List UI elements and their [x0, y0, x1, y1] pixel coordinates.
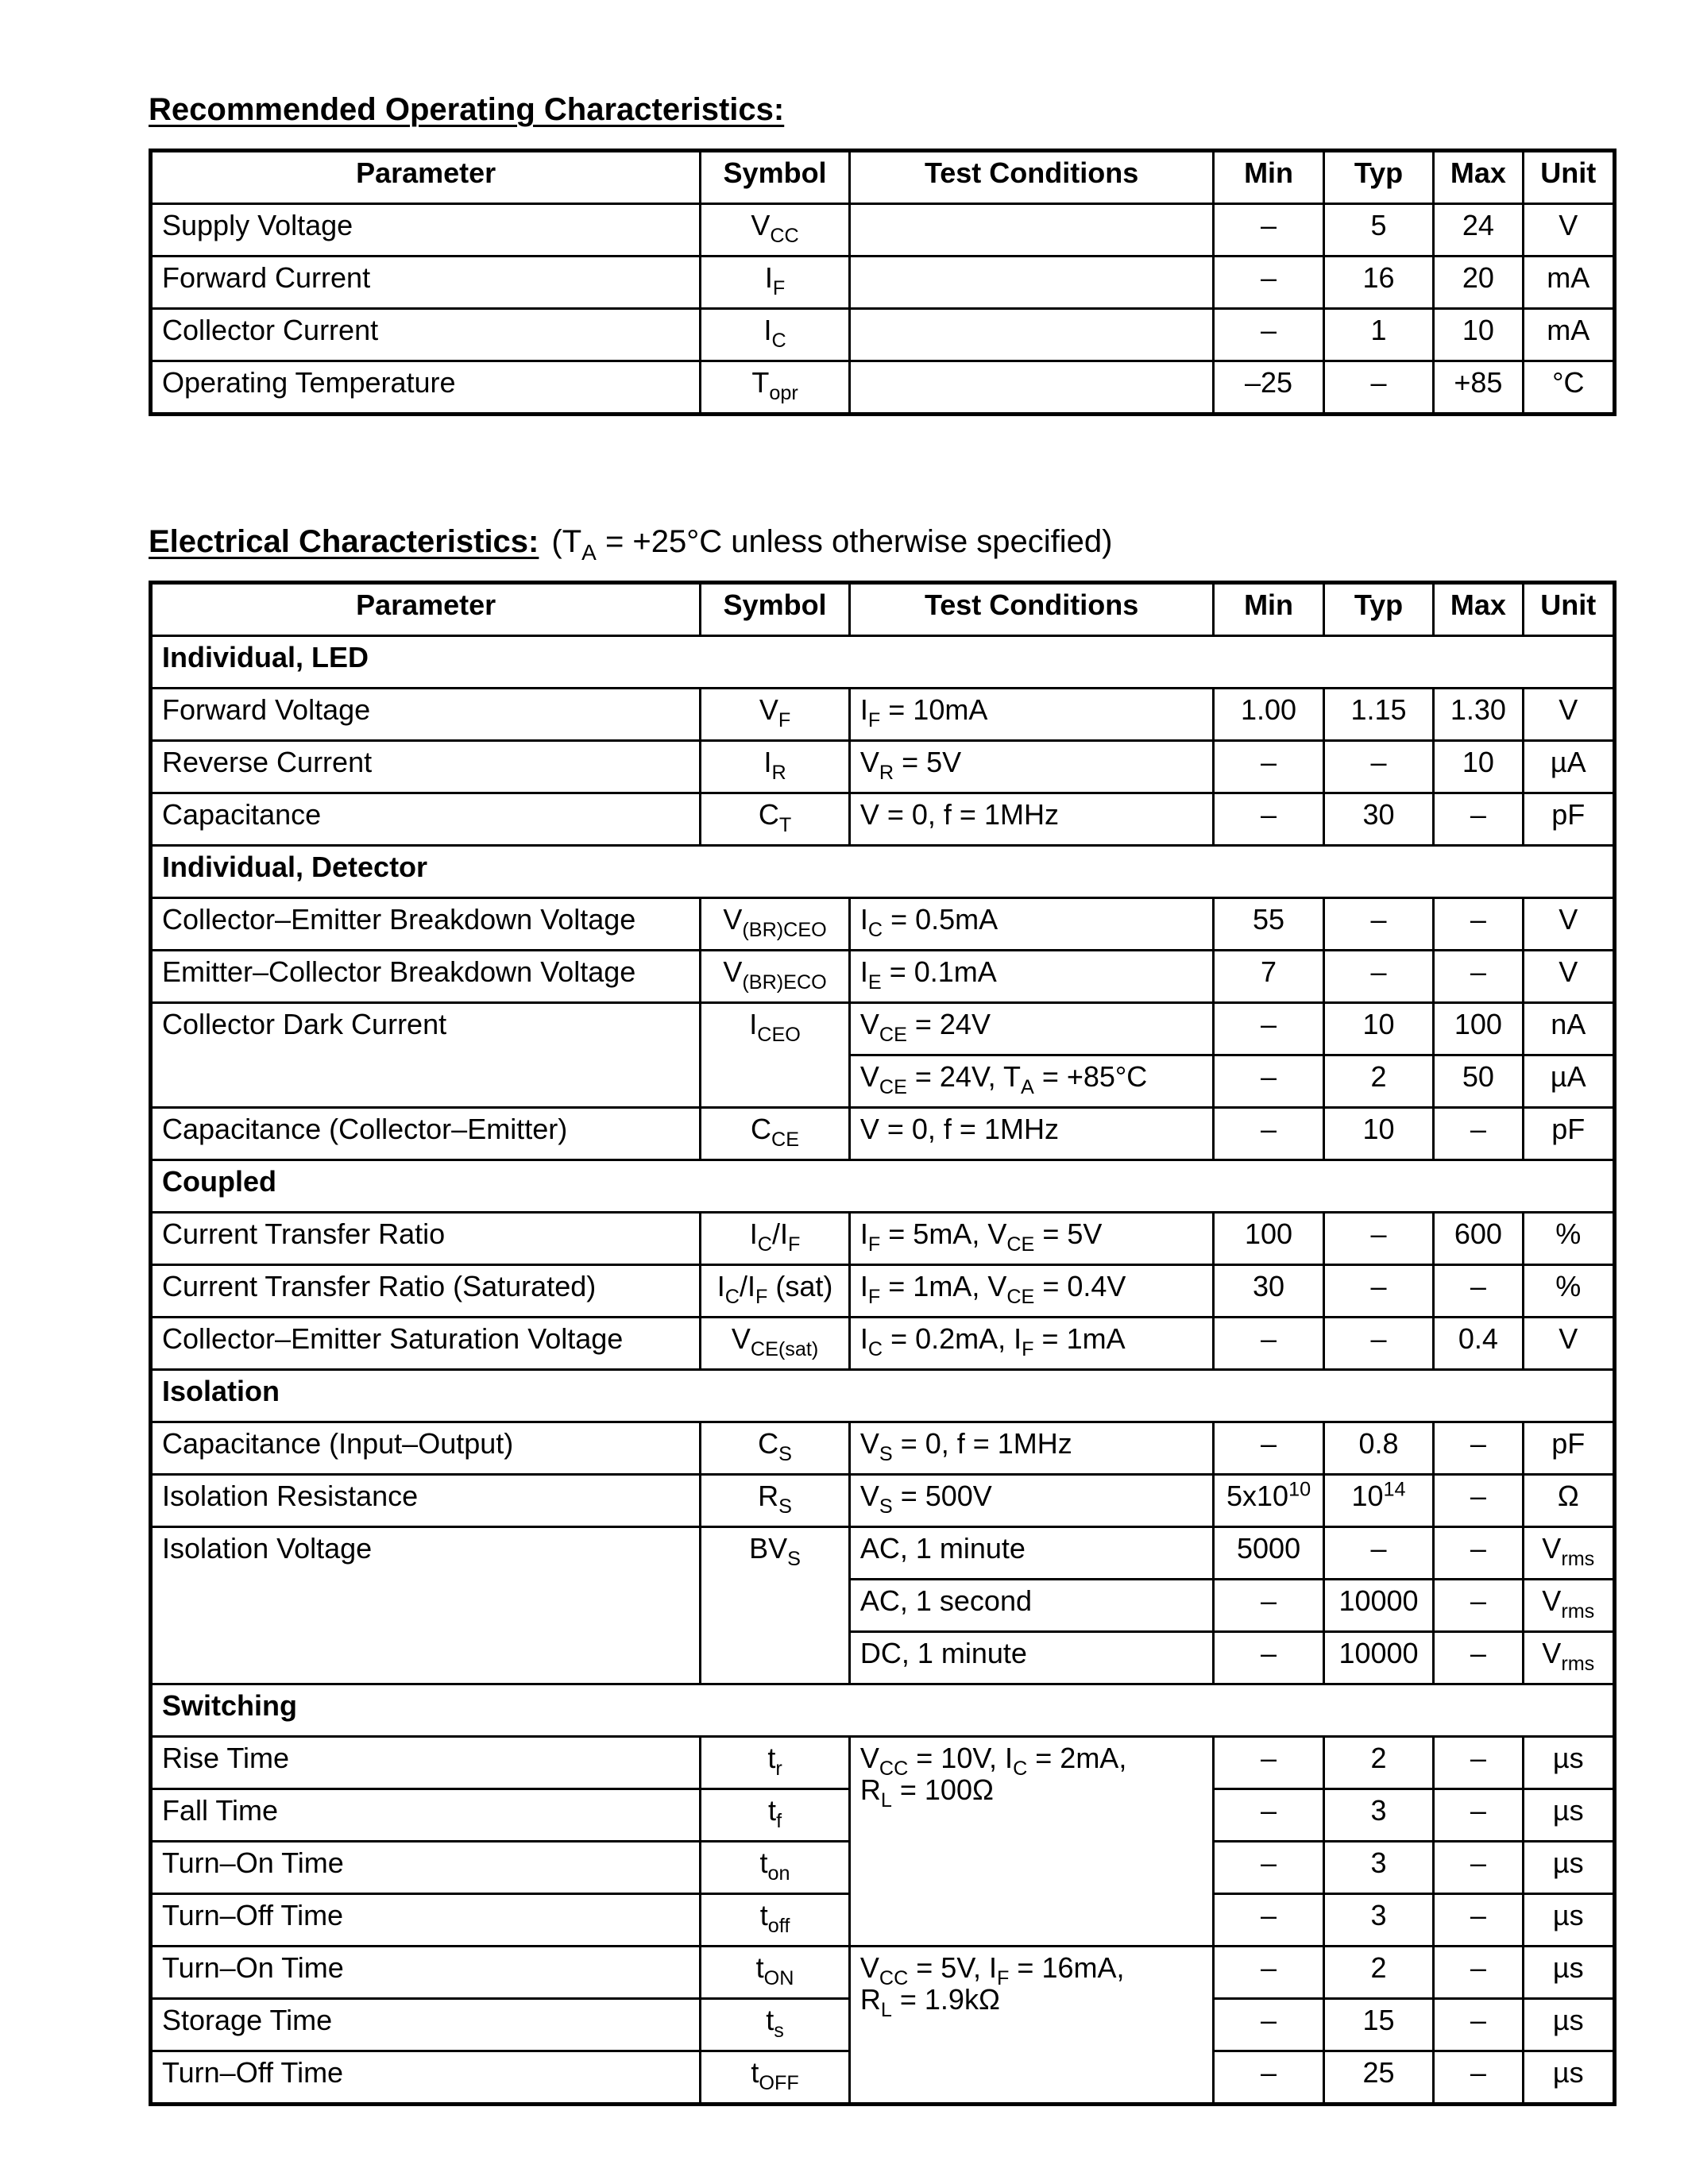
cond-cell — [849, 257, 1213, 309]
symbol-cell: $t_{ON}$ — [701, 1947, 850, 1999]
min-cell: – — [1214, 1947, 1323, 1999]
max-cell: 50 — [1434, 1055, 1523, 1108]
param-cell: Capacitance (Collector–Emitter) — [151, 1108, 701, 1160]
max-cell: 24 — [1434, 204, 1523, 257]
typ-cell: 2 — [1323, 1055, 1433, 1108]
symbol-cell: $V_F$ — [701, 689, 850, 741]
table-row — [151, 1737, 1615, 1789]
param-cell: Rise Time — [151, 1737, 701, 1789]
col-header: Max — [1434, 151, 1523, 204]
unit-cell: pF — [1523, 1108, 1614, 1160]
typ-cell: 5 — [1323, 204, 1433, 257]
typ-cell: 3 — [1323, 1789, 1433, 1842]
section-row — [151, 1160, 1615, 1213]
table-header-row — [151, 151, 1615, 204]
typ-cell: $10^{14}$ — [1323, 1475, 1433, 1527]
max-cell: 600 — [1434, 1213, 1523, 1265]
min-cell: – — [1214, 1003, 1323, 1055]
min-cell: – — [1214, 1999, 1323, 2051]
unit-cell: µs — [1523, 1842, 1614, 1894]
unit-cell: mA — [1523, 309, 1614, 361]
recommended-title: Recommended Operating Characteristics: — [149, 92, 785, 127]
cond-cell: $V_{CC} = 10V$, $I_C = 2mA$, $R_L = 100\Omega$ — [849, 1737, 1213, 1947]
max-cell: 20 — [1434, 257, 1523, 309]
unit-cell: V — [1523, 898, 1614, 951]
symbol-cell: $C_{CE}$ — [701, 1108, 850, 1160]
unit-cell: mA — [1523, 257, 1614, 309]
max-cell: 10 — [1434, 309, 1523, 361]
param-cell: Turn–Off Time — [151, 1894, 701, 1947]
typ-cell: 0.8 — [1323, 1422, 1433, 1475]
unit-cell: µs — [1523, 1737, 1614, 1789]
unit-cell: V — [1523, 1318, 1614, 1370]
min-cell: – — [1214, 1422, 1323, 1475]
max-cell: – — [1434, 1108, 1523, 1160]
typ-cell: – — [1323, 741, 1433, 793]
typ-cell: 1 — [1323, 309, 1433, 361]
max-cell: 1.30 — [1434, 689, 1523, 741]
cond-cell: DC, 1 minute — [849, 1632, 1213, 1684]
param-cell: Isolation Voltage — [151, 1527, 701, 1684]
typ-cell: – — [1323, 1527, 1433, 1580]
min-cell: 55 — [1214, 898, 1323, 951]
param-cell: Turn–Off Time — [151, 2051, 701, 2105]
min-cell: – — [1214, 2051, 1323, 2105]
min-cell: – — [1214, 793, 1323, 846]
typ-cell: – — [1323, 898, 1433, 951]
symbol-cell: $V_{(BR)ECO}$ — [701, 951, 850, 1003]
section-label: Individual, LED — [151, 636, 1615, 689]
electrical-title: Electrical Characteristics: — [149, 524, 539, 559]
min-cell: – — [1214, 1318, 1323, 1370]
param-cell: Current Transfer Ratio — [151, 1213, 701, 1265]
param-cell: Operating Temperature — [151, 361, 701, 415]
min-cell: 30 — [1214, 1265, 1323, 1318]
table-row — [151, 1265, 1615, 1318]
unit-cell: pF — [1523, 793, 1614, 846]
electrical-note: ($T_A = +25^\circ C$ unless otherwise specified) — [551, 524, 1113, 565]
recommended-table — [149, 149, 1617, 416]
max-cell: – — [1434, 1265, 1523, 1318]
symbol-cell: $R_S$ — [701, 1475, 850, 1527]
min-cell: – — [1214, 1108, 1323, 1160]
unit-cell: µs — [1523, 1789, 1614, 1842]
col-header: Parameter — [151, 151, 701, 204]
cond-cell: $I_C = 0.2mA$, $I_F = 1mA$ — [849, 1318, 1213, 1370]
max-cell: – — [1434, 1527, 1523, 1580]
typ-cell: 16 — [1323, 257, 1433, 309]
section-row — [151, 1684, 1615, 1737]
param-cell: Capacitance (Input–Output) — [151, 1422, 701, 1475]
col-header: Symbol — [701, 583, 850, 636]
symbol-cell: $t_s$ — [701, 1999, 850, 2051]
param-cell: Collector Dark Current — [151, 1003, 701, 1108]
typ-cell: 3 — [1323, 1894, 1433, 1947]
symbol-cell: $t_{OFF}$ — [701, 2051, 850, 2105]
section-row — [151, 846, 1615, 898]
typ-cell: 25 — [1323, 2051, 1433, 2105]
typ-cell: – — [1323, 1318, 1433, 1370]
max-cell: – — [1434, 1999, 1523, 2051]
typ-cell: 10000 — [1323, 1632, 1433, 1684]
unit-cell: nA — [1523, 1003, 1614, 1055]
max-cell: 0.4 — [1434, 1318, 1523, 1370]
param-cell: Forward Voltage — [151, 689, 701, 741]
min-cell: –25 — [1214, 361, 1323, 415]
min-cell: – — [1214, 257, 1323, 309]
table-row — [151, 689, 1615, 741]
table-row — [151, 951, 1615, 1003]
param-cell: Supply Voltage — [151, 204, 701, 257]
unit-cell: °C — [1523, 361, 1614, 415]
typ-cell: 3 — [1323, 1842, 1433, 1894]
max-cell: – — [1434, 2051, 1523, 2105]
col-header: Typ — [1323, 151, 1433, 204]
min-cell: – — [1214, 309, 1323, 361]
cond-cell: $I_F = 10mA$ — [849, 689, 1213, 741]
symbol-cell: $C_T$ — [701, 793, 850, 846]
param-cell: Turn–On Time — [151, 1947, 701, 1999]
unit-cell: V — [1523, 204, 1614, 257]
table-row — [151, 1422, 1615, 1475]
max-cell: – — [1434, 1842, 1523, 1894]
cond-cell — [849, 204, 1213, 257]
col-header: Min — [1214, 151, 1323, 204]
section-row — [151, 636, 1615, 689]
param-cell: Storage Time — [151, 1999, 701, 2051]
typ-cell: – — [1323, 361, 1433, 415]
cond-cell: AC, 1 minute — [849, 1527, 1213, 1580]
symbol-cell: $V_{(BR)CEO}$ — [701, 898, 850, 951]
cond-cell: $I_F = 5mA$, $V_{CE} = 5V$ — [849, 1213, 1213, 1265]
symbol-cell: $C_S$ — [701, 1422, 850, 1475]
typ-cell: – — [1323, 1265, 1433, 1318]
max-cell: – — [1434, 1422, 1523, 1475]
max-cell: – — [1434, 1894, 1523, 1947]
max-cell: – — [1434, 1737, 1523, 1789]
col-header: Unit — [1523, 583, 1614, 636]
table-row — [151, 1947, 1615, 1999]
symbol-cell: $V_{CC}$ — [701, 204, 850, 257]
unit-cell: $V_{rms}$ — [1523, 1632, 1614, 1684]
unit-cell: µs — [1523, 2051, 1614, 2105]
section-row — [151, 1370, 1615, 1422]
param-cell: Capacitance — [151, 793, 701, 846]
param-cell: Forward Current — [151, 257, 701, 309]
max-cell: – — [1434, 898, 1523, 951]
unit-cell: V — [1523, 689, 1614, 741]
symbol-cell: $t_f$ — [701, 1789, 850, 1842]
unit-cell: pF — [1523, 1422, 1614, 1475]
table-row — [151, 257, 1615, 309]
typ-cell: 15 — [1323, 1999, 1433, 2051]
cond-cell: $V_S = 500V$ — [849, 1475, 1213, 1527]
param-cell: Collector Current — [151, 309, 701, 361]
min-cell: – — [1214, 1632, 1323, 1684]
max-cell: – — [1434, 1580, 1523, 1632]
table-row — [151, 1108, 1615, 1160]
cond-cell: $V_S = 0$, f = 1MHz — [849, 1422, 1213, 1475]
typ-cell: 30 — [1323, 793, 1433, 846]
min-cell: – — [1214, 741, 1323, 793]
typ-cell: – — [1323, 951, 1433, 1003]
unit-cell: µs — [1523, 1894, 1614, 1947]
cond-cell: AC, 1 second — [849, 1580, 1213, 1632]
table-row — [151, 1318, 1615, 1370]
cond-cell: V = 0, f = 1MHz — [849, 793, 1213, 846]
table-row — [151, 1475, 1615, 1527]
unit-cell: % — [1523, 1213, 1614, 1265]
max-cell: 10 — [1434, 741, 1523, 793]
unit-cell: V — [1523, 951, 1614, 1003]
cond-cell: $V_{CE} = 24V$ — [849, 1003, 1213, 1055]
table-row — [151, 1003, 1615, 1055]
symbol-cell: $t_{off}$ — [701, 1894, 850, 1947]
symbol-cell: $I_{CEO}$ — [701, 1003, 850, 1108]
symbol-cell: $BV_S$ — [701, 1527, 850, 1684]
max-cell: +85 — [1434, 361, 1523, 415]
section-label: Coupled — [151, 1160, 1615, 1213]
unit-cell: % — [1523, 1265, 1614, 1318]
min-cell: 5000 — [1214, 1527, 1323, 1580]
param-cell: Reverse Current — [151, 741, 701, 793]
table-row — [151, 1527, 1615, 1580]
typ-cell: 2 — [1323, 1947, 1433, 1999]
symbol-cell: $V_{CE(sat)}$ — [701, 1318, 850, 1370]
cond-cell: $V_{CC} = 5V$, $I_F = 16mA$, $R_L = 1.9k\Omega$ — [849, 1947, 1213, 2105]
col-header: Test Conditions — [849, 151, 1213, 204]
typ-cell: 2 — [1323, 1737, 1433, 1789]
electrical-heading — [149, 524, 1113, 565]
table-header-row — [151, 583, 1615, 636]
section-label: Isolation — [151, 1370, 1615, 1422]
col-header: Unit — [1523, 151, 1614, 204]
min-cell: – — [1214, 1580, 1323, 1632]
max-cell: – — [1434, 793, 1523, 846]
symbol-cell: $T_{opr}$ — [701, 361, 850, 415]
cond-cell: $V_R = 5V$ — [849, 741, 1213, 793]
cond-cell: $I_F = 1mA$, $V_{CE} = 0.4V$ — [849, 1265, 1213, 1318]
table-row — [151, 741, 1615, 793]
min-cell: – — [1214, 1737, 1323, 1789]
max-cell: – — [1434, 1475, 1523, 1527]
recommended-heading — [149, 92, 784, 128]
max-cell: – — [1434, 1632, 1523, 1684]
col-header: Typ — [1323, 583, 1433, 636]
cond-cell: $I_C = 0.5mA$ — [849, 898, 1213, 951]
max-cell: – — [1434, 951, 1523, 1003]
unit-cell: µA — [1523, 741, 1614, 793]
cond-cell: $V_{CE} = 24V$, $T_A = +85^\circ C$ — [849, 1055, 1213, 1108]
typ-cell: 1.15 — [1323, 689, 1433, 741]
table-row — [151, 1213, 1615, 1265]
min-cell: $5x10^{10}$ — [1214, 1475, 1323, 1527]
symbol-cell: $I_C$ — [701, 309, 850, 361]
typ-cell: 10 — [1323, 1108, 1433, 1160]
max-cell: – — [1434, 1789, 1523, 1842]
table-row — [151, 204, 1615, 257]
min-cell: 7 — [1214, 951, 1323, 1003]
symbol-cell: $I_F$ — [701, 257, 850, 309]
param-cell: Collector–Emitter Saturation Voltage — [151, 1318, 701, 1370]
max-cell: 100 — [1434, 1003, 1523, 1055]
table-row — [151, 361, 1615, 415]
max-cell: – — [1434, 1947, 1523, 1999]
min-cell: – — [1214, 1894, 1323, 1947]
unit-cell: $V_{rms}$ — [1523, 1527, 1614, 1580]
min-cell: – — [1214, 1789, 1323, 1842]
min-cell: – — [1214, 1055, 1323, 1108]
symbol-cell: $I_C/I_F$ — [701, 1213, 850, 1265]
col-header: Parameter — [151, 583, 701, 636]
table-row — [151, 793, 1615, 846]
min-cell: – — [1214, 204, 1323, 257]
symbol-cell: $I_R$ — [701, 741, 850, 793]
cond-cell — [849, 309, 1213, 361]
symbol-cell: $t_{on}$ — [701, 1842, 850, 1894]
section-label: Individual, Detector — [151, 846, 1615, 898]
section-label: Switching — [151, 1684, 1615, 1737]
unit-cell: Ω — [1523, 1475, 1614, 1527]
unit-cell: µs — [1523, 1947, 1614, 1999]
cond-cell: V = 0, f = 1MHz — [849, 1108, 1213, 1160]
typ-cell: 10 — [1323, 1003, 1433, 1055]
col-header: Min — [1214, 583, 1323, 636]
table-row — [151, 309, 1615, 361]
param-cell: Isolation Resistance — [151, 1475, 701, 1527]
param-cell: Collector–Emitter Breakdown Voltage — [151, 898, 701, 951]
symbol-cell: $I_C/I_F$ (sat) — [701, 1265, 850, 1318]
min-cell: – — [1214, 1842, 1323, 1894]
table-row — [151, 898, 1615, 951]
cond-cell: $I_E = 0.1mA$ — [849, 951, 1213, 1003]
param-cell: Emitter–Collector Breakdown Voltage — [151, 951, 701, 1003]
col-header: Test Conditions — [849, 583, 1213, 636]
param-cell: Current Transfer Ratio (Saturated) — [151, 1265, 701, 1318]
cond-cell — [849, 361, 1213, 415]
electrical-table — [149, 581, 1617, 2106]
typ-cell: 10000 — [1323, 1580, 1433, 1632]
min-cell: 1.00 — [1214, 689, 1323, 741]
param-cell: Fall Time — [151, 1789, 701, 1842]
col-header: Symbol — [701, 151, 850, 204]
typ-cell: – — [1323, 1213, 1433, 1265]
col-header: Max — [1434, 583, 1523, 636]
unit-cell: $V_{rms}$ — [1523, 1580, 1614, 1632]
min-cell: 100 — [1214, 1213, 1323, 1265]
unit-cell: µA — [1523, 1055, 1614, 1108]
param-cell: Turn–On Time — [151, 1842, 701, 1894]
symbol-cell: $t_r$ — [701, 1737, 850, 1789]
unit-cell: µs — [1523, 1999, 1614, 2051]
